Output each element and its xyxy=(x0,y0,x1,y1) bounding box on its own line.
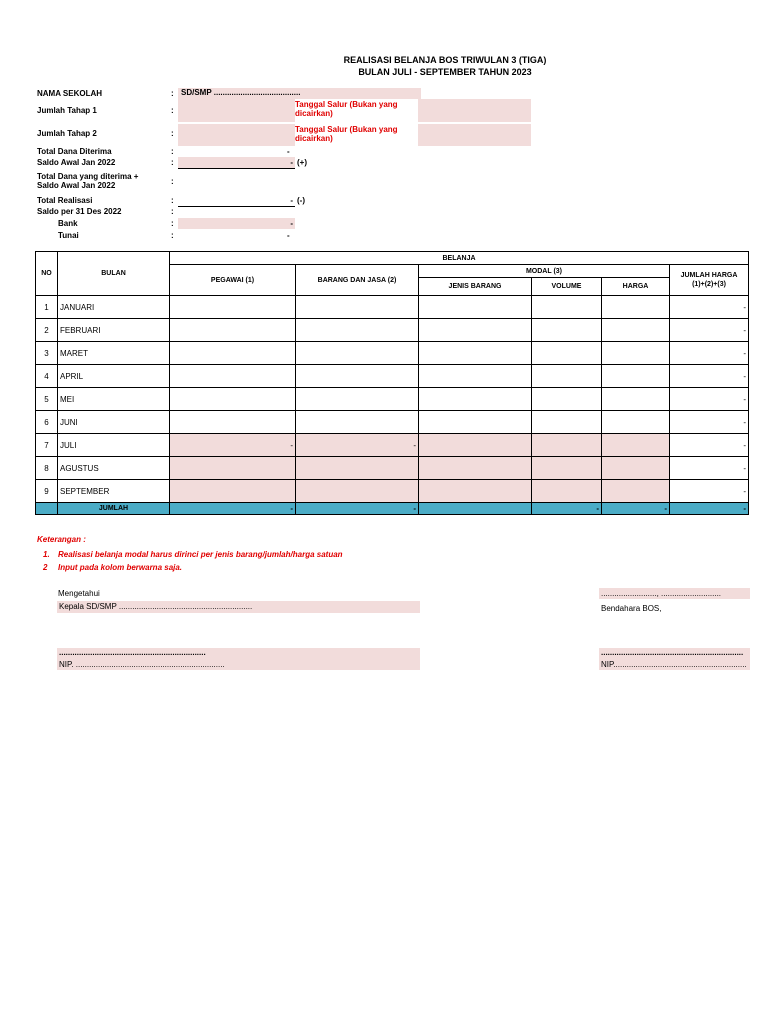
cell-jenis-barang[interactable] xyxy=(419,342,532,365)
cell-jenis-barang[interactable] xyxy=(419,457,532,480)
bank-value: - xyxy=(290,219,293,228)
nama-sekolah-field[interactable]: SD/SMP ....................................... xyxy=(178,88,421,99)
saldo-awal-input[interactable] xyxy=(178,157,295,169)
cell-jumlah: - xyxy=(670,388,749,411)
row-no: 5 xyxy=(36,388,58,411)
total-no-cell xyxy=(36,503,58,515)
colon: : xyxy=(171,177,174,186)
cell-pegawai[interactable] xyxy=(170,365,296,388)
row-bulan: JULI xyxy=(58,434,170,457)
note-text: Input pada kolom berwarna saja. xyxy=(58,563,183,572)
total-plus-label-1: Total Dana yang diterima + xyxy=(37,172,139,181)
kepala-name-field[interactable]: .................................................................. xyxy=(57,648,420,659)
cell-jumlah: - xyxy=(670,411,749,434)
colon: : xyxy=(171,106,174,115)
saldo-per-label: Saldo per 31 Des 2022 xyxy=(37,207,122,216)
cell-jenis-barang[interactable] xyxy=(419,365,532,388)
cell-barang-jasa[interactable]: - xyxy=(296,434,419,457)
bank-label: Bank xyxy=(58,219,78,228)
colon: : xyxy=(171,129,174,138)
cell-barang-jasa[interactable] xyxy=(296,365,419,388)
cell-harga[interactable] xyxy=(602,457,670,480)
mengetahui-label: Mengetahui xyxy=(58,589,100,598)
tahap1-label: Jumlah Tahap 1 xyxy=(37,106,97,115)
total-realisasi-value: - xyxy=(290,196,293,205)
row-no: 9 xyxy=(36,480,58,503)
tahap2-tanggal-input[interactable] xyxy=(418,124,531,146)
cell-jumlah: - xyxy=(670,480,749,503)
cell-volume[interactable] xyxy=(532,411,602,434)
cell-barang-jasa[interactable] xyxy=(296,411,419,434)
header-jumlah-harga-line1: JUMLAH HARGA xyxy=(680,272,738,279)
colon: : xyxy=(171,207,174,216)
table-row xyxy=(36,434,749,457)
header-no: NO xyxy=(36,252,58,296)
cell-volume[interactable] xyxy=(532,319,602,342)
note-number: 2 xyxy=(43,563,48,572)
cell-volume[interactable] xyxy=(532,342,602,365)
total-jenis-barang xyxy=(419,503,532,515)
note-text: Realisasi belanja modal harus dirinci per jenis barang/jumlah/harga satuan xyxy=(58,550,343,559)
cell-pegawai[interactable] xyxy=(170,319,296,342)
row-bulan: SEPTEMBER xyxy=(58,480,170,503)
header-jumlah-harga-line2: (1)+(2)+(3) xyxy=(692,281,726,288)
header-bulan: BULAN xyxy=(58,252,170,296)
tunai-label: Tunai xyxy=(58,231,79,240)
cell-harga[interactable] xyxy=(602,296,670,319)
note-number: 1. xyxy=(43,550,50,559)
row-no: 2 xyxy=(36,319,58,342)
kepala-nip-field[interactable]: NIP. ................................................................... xyxy=(57,659,420,670)
cell-volume[interactable] xyxy=(532,434,602,457)
cell-volume[interactable] xyxy=(532,457,602,480)
report-title-line2: BULAN JULI - SEPTEMBER TAHUN 2023 xyxy=(358,67,532,77)
notes-title: Keterangan : xyxy=(37,535,86,544)
table-row xyxy=(36,319,749,342)
saldo-awal-value: - xyxy=(290,158,293,167)
total-dana-label: Total Dana Diterima xyxy=(37,147,112,156)
row-bulan: JANUARI xyxy=(58,296,170,319)
kepala-sekolah-field[interactable]: Kepala SD/SMP ............................................................ xyxy=(57,601,420,613)
total-dana-value: - xyxy=(287,147,290,156)
header-jumlah-harga xyxy=(670,265,749,296)
tahap1-tanggal-input[interactable] xyxy=(418,99,531,122)
total-realisasi-field xyxy=(178,195,295,207)
cell-jenis-barang[interactable] xyxy=(419,296,532,319)
cell-pegawai[interactable]: - xyxy=(170,434,296,457)
colon: : xyxy=(171,196,174,205)
colon: : xyxy=(171,89,174,98)
row-bulan: APRIL xyxy=(58,365,170,388)
cell-pegawai[interactable] xyxy=(170,296,296,319)
table-row xyxy=(36,388,749,411)
cell-harga[interactable] xyxy=(602,434,670,457)
cell-pegawai[interactable] xyxy=(170,342,296,365)
header-barang-jasa: BARANG DAN JASA (2) xyxy=(296,265,419,296)
table-row xyxy=(36,365,749,388)
cell-barang-jasa[interactable] xyxy=(296,480,419,503)
row-bulan: AGUSTUS xyxy=(58,457,170,480)
row-no: 7 xyxy=(36,434,58,457)
cell-harga[interactable] xyxy=(602,480,670,503)
cell-harga[interactable] xyxy=(602,411,670,434)
header-modal: MODAL (3) xyxy=(419,265,670,278)
place-date-field[interactable]: ........................., ........................... xyxy=(599,588,750,599)
cell-jumlah: - xyxy=(670,342,749,365)
header-pegawai: PEGAWAI (1) xyxy=(170,265,296,296)
cell-volume[interactable] xyxy=(532,296,602,319)
row-bulan: FEBRUARI xyxy=(58,319,170,342)
total-realisasi-label: Total Realisasi xyxy=(37,196,93,205)
header-jenis-barang: JENIS BARANG xyxy=(419,278,532,296)
total-barang-jasa: - xyxy=(296,503,419,515)
cell-barang-jasa[interactable] xyxy=(296,319,419,342)
table-row xyxy=(36,296,749,319)
cell-harga[interactable] xyxy=(602,342,670,365)
cell-barang-jasa[interactable] xyxy=(296,388,419,411)
bendahara-nip-field[interactable]: NIP............................................................ xyxy=(599,659,750,670)
header-volume: VOLUME xyxy=(532,278,602,296)
cell-pegawai[interactable] xyxy=(170,388,296,411)
cell-jumlah: - xyxy=(670,457,749,480)
total-pegawai: - xyxy=(170,503,296,515)
saldo-awal-label: Saldo Awal Jan 2022 xyxy=(37,158,116,167)
nama-sekolah-label: NAMA SEKOLAH xyxy=(37,89,103,98)
total-label: JUMLAH xyxy=(58,503,170,515)
header-harga: HARGA xyxy=(602,278,670,296)
cell-volume[interactable] xyxy=(532,365,602,388)
report-title-line1: REALISASI BELANJA BOS TRIWULAN 3 (TIGA) xyxy=(343,55,547,65)
plus-marker: (+) xyxy=(297,158,307,167)
total-row xyxy=(36,503,749,515)
table-row xyxy=(36,342,749,365)
row-no: 8 xyxy=(36,457,58,480)
cell-barang-jasa[interactable] xyxy=(296,296,419,319)
total-jumlah: - xyxy=(670,503,749,515)
header-belanja: BELANJA xyxy=(170,252,749,265)
colon: : xyxy=(171,158,174,167)
cell-pegawai[interactable] xyxy=(170,480,296,503)
row-no: 3 xyxy=(36,342,58,365)
colon: : xyxy=(171,147,174,156)
cell-barang-jasa[interactable] xyxy=(296,342,419,365)
cell-jumlah: - xyxy=(670,365,749,388)
cell-harga[interactable] xyxy=(602,388,670,411)
cell-barang-jasa[interactable] xyxy=(296,457,419,480)
tahap2-label: Jumlah Tahap 2 xyxy=(37,129,97,138)
cell-jenis-barang[interactable] xyxy=(419,434,532,457)
total-volume: - xyxy=(532,503,602,515)
cell-jenis-barang[interactable] xyxy=(419,319,532,342)
colon: : xyxy=(171,231,174,240)
row-bulan: JUNI xyxy=(58,411,170,434)
cell-volume[interactable] xyxy=(532,480,602,503)
cell-jenis-barang[interactable] xyxy=(419,480,532,503)
cell-jumlah: - xyxy=(670,296,749,319)
bank-input[interactable] xyxy=(178,218,295,229)
cell-jumlah: - xyxy=(670,319,749,342)
cell-pegawai[interactable] xyxy=(170,411,296,434)
tahap2-tanggal-note: Tanggal Salur (Bukan yang dicairkan) xyxy=(295,125,398,143)
cell-pegawai[interactable] xyxy=(170,457,296,480)
row-no: 6 xyxy=(36,411,58,434)
cell-volume[interactable] xyxy=(532,388,602,411)
row-no: 4 xyxy=(36,365,58,388)
row-bulan: MEI xyxy=(58,388,170,411)
table-row xyxy=(36,411,749,434)
total-harga: - xyxy=(602,503,670,515)
tahap2-input[interactable] xyxy=(178,124,295,146)
table-row xyxy=(36,457,749,480)
tahap1-tanggal-note: Tanggal Salur (Bukan yang dicairkan) xyxy=(295,100,398,118)
cell-jenis-barang[interactable] xyxy=(419,388,532,411)
tahap1-input[interactable] xyxy=(178,99,295,122)
cell-jumlah: - xyxy=(670,434,749,457)
tunai-value: - xyxy=(287,231,290,240)
bendahara-name-field[interactable]: ................................................................ xyxy=(599,648,750,659)
colon: : xyxy=(171,219,174,228)
cell-harga[interactable] xyxy=(602,365,670,388)
row-no: 1 xyxy=(36,296,58,319)
minus-marker: (-) xyxy=(297,196,305,205)
table-row xyxy=(36,480,749,503)
bendahara-label: Bendahara BOS, xyxy=(601,604,662,613)
row-bulan: MARET xyxy=(58,342,170,365)
cell-jenis-barang[interactable] xyxy=(419,411,532,434)
realisasi-table xyxy=(35,251,749,515)
cell-harga[interactable] xyxy=(602,319,670,342)
total-plus-label-2: Saldo Awal Jan 2022 xyxy=(37,181,116,190)
